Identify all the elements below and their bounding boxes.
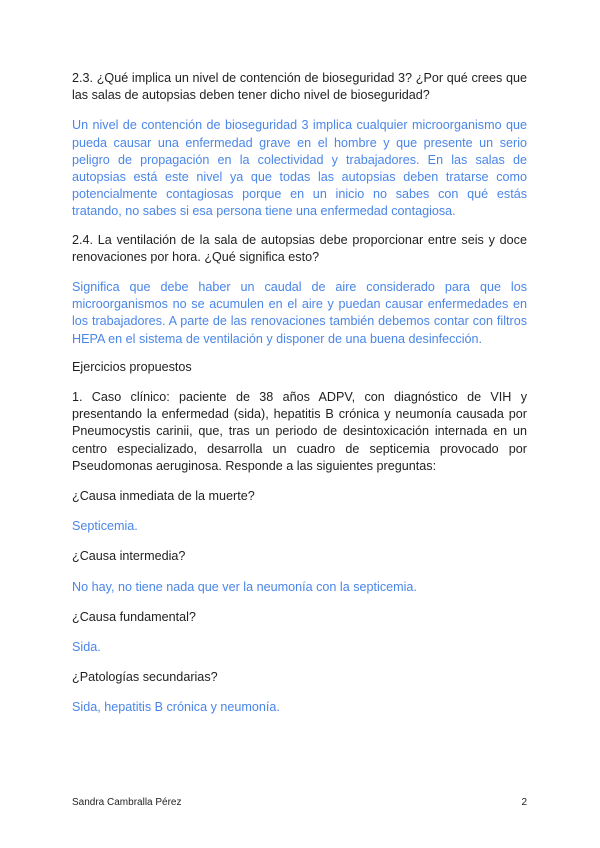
section-title: Ejercicios propuestos (72, 359, 192, 374)
footer-page-number: 2 (521, 797, 527, 808)
case-statement: 1. Caso clínico: paciente de 38 años ADPV, con diagnóstico de VIH y presentando la enfermedad (sida), hepatitis B crónica y neumonía causada por Pneumocystis carinii, que, tras un periodo de desintoxicación internada en un centro especializado, desarrolla un cuadro de septicemia provocado por Pseudomonas aeruginosa. Responde a las siguientes preguntas: (72, 390, 527, 473)
answer-intermediate-cause: No hay, no tiene nada que ver la neumonía con la septicemia. (72, 579, 417, 594)
answer-secondary-pathologies: Sida, hepatitis B crónica y neumonía. (72, 700, 280, 715)
page-footer (72, 797, 527, 808)
answer-fundamental-cause: Sida. (72, 640, 101, 655)
answer-2-4: Significa que debe haber un caudal de aire considerado para que los microorganismos no se acumulen en el aire y puedan causar enfermedades en los trabajadores. A parte de las renovaciones también debemos contar con filtros HEPA en el sistema de ventilación y disponer de una buena desinfección. (72, 280, 527, 346)
answer-immediate-cause: Septicemia. (72, 519, 138, 534)
footer-author: Sandra Cambralla Pérez (72, 797, 182, 808)
answer-2-3: Un nivel de contención de bioseguridad 3 implica cualquier microorganismo que pueda causar una enfermedad grave en el hombre y que presente un serio peligro de propagación en la colectividad y trabajadores. En las salas de autopsias está este nivel ya que todas las autopsias deben tratarse como potencialmente contagiosas porque en un inicio no sabes con qué estás tratando, no sabes si esa persona tiene una enfermedad contagiosa. (72, 118, 527, 219)
question-immediate-cause: ¿Causa inmediata de la muerte? (72, 489, 255, 504)
question-2-3: 2.3. ¿Qué implica un nivel de contención de bioseguridad 3? ¿Por qué crees que las salas de autopsias deben tener dicho nivel de bioseguridad? (72, 71, 527, 103)
question-2-4: 2.4. La ventilación de la sala de autopsias debe proporcionar entre seis y doce renovaciones por hora. ¿Qué significa esto? (72, 232, 527, 264)
question-secondary-pathologies: ¿Patologías secundarias? (72, 670, 218, 685)
question-intermediate-cause: ¿Causa intermedia? (72, 549, 186, 564)
question-fundamental-cause: ¿Causa fundamental? (72, 609, 196, 624)
document-page (72, 70, 527, 717)
